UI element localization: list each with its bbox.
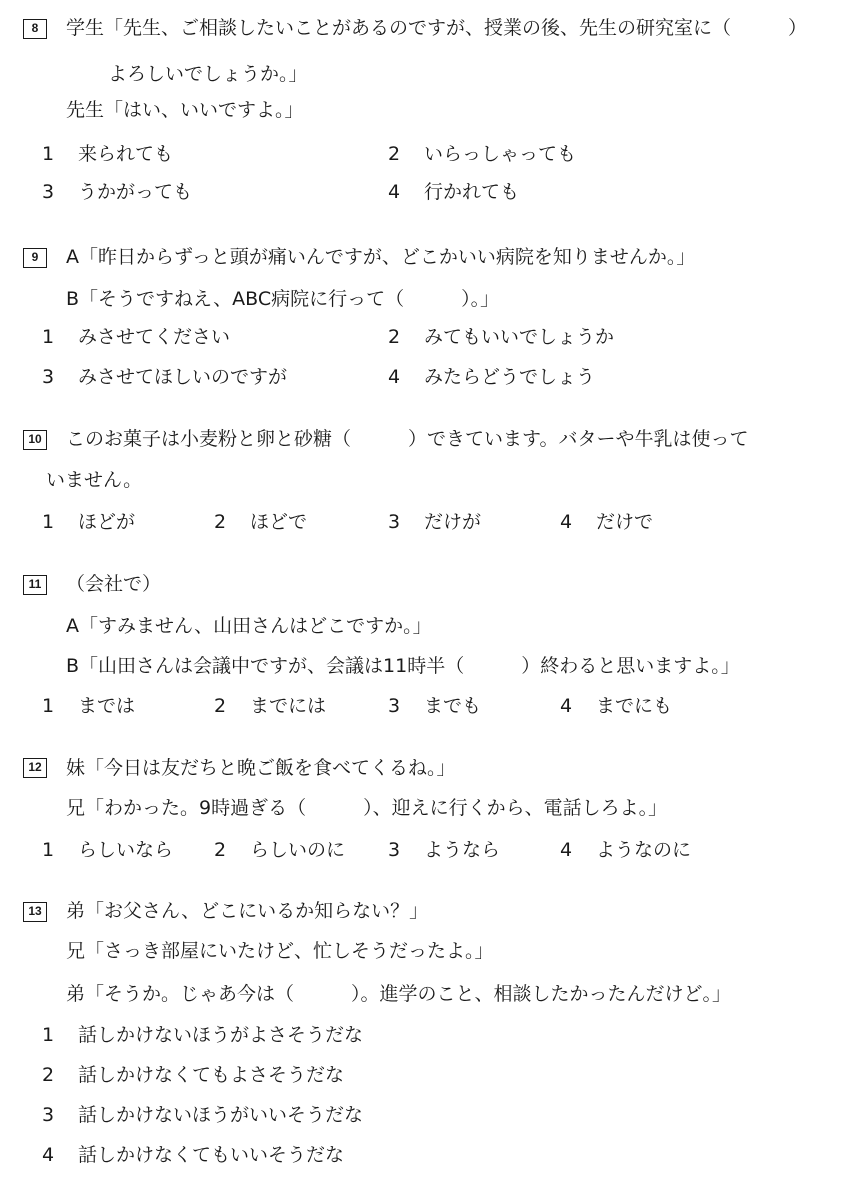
question-line: このお菓子は小麦粉と卵と砂糖（ ）できています。バターや牛乳は使って <box>66 428 749 450</box>
option-number: 4 <box>388 366 401 388</box>
question-number: 12 <box>23 758 47 778</box>
option-number: 2 <box>214 511 227 533</box>
option-text: ほどが <box>78 511 136 533</box>
option-text: 話しかけなくてもいいそうだな <box>78 1144 345 1166</box>
option-text: うかがっても <box>78 181 193 203</box>
question-line: 弟「お父さん、どこにいるか知らない？」 <box>66 900 429 922</box>
option-text: らしいなら <box>78 839 174 861</box>
option-text: らしいのに <box>250 839 346 861</box>
option-text: 話しかけないほうがいいそうだな <box>78 1104 364 1126</box>
option-number: 1 <box>42 1024 55 1046</box>
option-text: 話しかけなくてもよさそうだな <box>78 1064 345 1086</box>
question-line: 兄「さっき部屋にいたけど、忙しそうだったよ。」 <box>66 940 494 962</box>
option-number: 3 <box>42 366 55 388</box>
option-text: だけが <box>424 511 482 533</box>
option-text: までも <box>424 695 482 717</box>
question-number: 13 <box>23 902 47 922</box>
option-number: 3 <box>388 839 401 861</box>
option-text: みさせてほしいのですが <box>78 366 288 388</box>
question-number: 8 <box>23 19 47 39</box>
option-number: 2 <box>214 839 227 861</box>
question-number: 11 <box>23 575 47 595</box>
option-number: 1 <box>42 326 55 348</box>
question-line: よろしいでしょうか。」 <box>108 63 308 85</box>
question-line: B「山田さんは会議中ですが、会議は11時半（ ）終わると思いますよ。」 <box>66 655 740 677</box>
option-number: 4 <box>388 181 401 203</box>
question-line: 妹「今日は友だちと晩ご飯を食べてくるね。」 <box>66 757 456 779</box>
option-number: 1 <box>42 511 55 533</box>
option-text: みてもいいでしょうか <box>424 326 615 348</box>
option-number: 2 <box>388 143 401 165</box>
option-number: 2 <box>42 1064 55 1086</box>
question-number: 9 <box>23 248 47 268</box>
option-text: 行かれても <box>424 181 520 203</box>
option-text: みさせてください <box>78 326 231 348</box>
option-text: までにも <box>596 695 673 717</box>
option-text: 話しかけないほうがよさそうだな <box>78 1024 364 1046</box>
option-text: みたらどうでしょう <box>424 366 596 388</box>
option-text: いらっしゃっても <box>424 143 577 165</box>
option-number: 2 <box>214 695 227 717</box>
question-line: 先生「はい、いいですよ。」 <box>66 99 304 121</box>
option-text: ようなら <box>424 839 501 861</box>
question-line: 弟「そうか。じゃあ今は（ ）。進学のこと、相談したかったんだけど。」 <box>66 983 732 1005</box>
option-number: 3 <box>388 511 401 533</box>
option-number: 4 <box>560 839 573 861</box>
option-text: までは <box>78 695 136 717</box>
question-number: 10 <box>23 430 47 450</box>
option-text: までには <box>250 695 327 717</box>
question-line: いません。 <box>46 469 143 491</box>
option-number: 3 <box>42 1104 55 1126</box>
option-number: 4 <box>560 695 573 717</box>
option-number: 1 <box>42 695 55 717</box>
question-line: （会社で） <box>66 573 162 595</box>
option-number: 2 <box>388 326 401 348</box>
option-number: 1 <box>42 839 55 861</box>
option-text: 来られても <box>78 143 174 165</box>
question-line: 兄「わかった。9時過ぎる（ ）、迎えに行くから、電話しろよ。」 <box>66 797 668 819</box>
option-text: ほどで <box>250 511 308 533</box>
question-line: A「昨日からずっと頭が痛いんですが、どこかいい病院を知りませんか。」 <box>66 246 696 268</box>
option-number: 4 <box>42 1144 55 1166</box>
option-text: だけで <box>596 511 654 533</box>
question-line: B「そうですねえ、ABC病院に行って（ ）。」 <box>66 288 500 310</box>
option-number: 1 <box>42 143 55 165</box>
question-line: A「すみません、山田さんはどこですか。」 <box>66 615 432 637</box>
option-number: 3 <box>42 181 55 203</box>
option-number: 4 <box>560 511 573 533</box>
option-number: 3 <box>388 695 401 717</box>
option-text: ようなのに <box>596 839 692 861</box>
question-line: 学生「先生、ご相談したいことがあるのですが、授業の後、先生の研究室に（ ） <box>66 17 808 39</box>
